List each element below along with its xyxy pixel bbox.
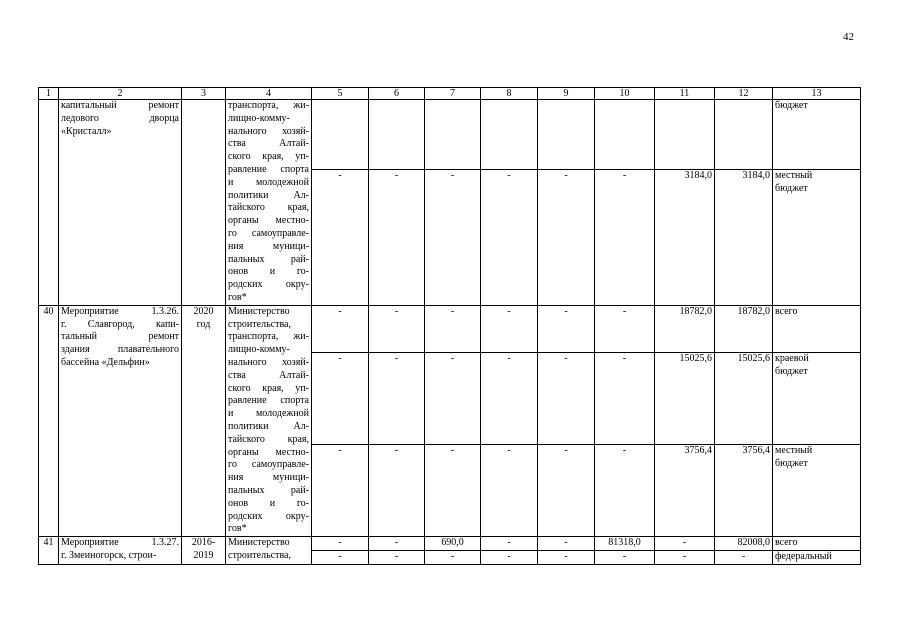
- value-cell: -: [312, 305, 369, 353]
- table-row: [39, 537, 861, 551]
- value-cell: -: [655, 550, 715, 564]
- value-cell: [595, 100, 655, 170]
- cell-line: онов и го-: [228, 497, 309, 509]
- value-cell: -: [481, 305, 538, 353]
- value-cell: -: [369, 353, 425, 445]
- value-cell: 3184,0: [655, 170, 715, 305]
- value-cell: -: [369, 537, 425, 551]
- value-cell: -: [312, 537, 369, 551]
- cell-line: местный: [775, 445, 813, 457]
- budget-table: [38, 87, 861, 565]
- cell-line: Мероприятие 1.3.27.: [61, 537, 179, 549]
- cell-line: «Кристалл»: [61, 125, 112, 137]
- cell-line: ского края, уп-: [228, 382, 309, 394]
- cell-line: родских окру-: [228, 510, 309, 522]
- activity-name-cell: [59, 305, 182, 536]
- header-row: [39, 88, 861, 100]
- value-cell: -: [312, 550, 369, 564]
- cell-line: нального хозяй-: [228, 125, 309, 137]
- value-cell: -: [595, 353, 655, 445]
- funding-source-cell: [773, 170, 861, 305]
- value-cell: 690,0: [425, 537, 481, 551]
- cell-line: тальный ремонт: [61, 331, 179, 343]
- value-cell: [481, 100, 538, 170]
- funding-source-cell: [773, 305, 861, 353]
- value-cell: -: [425, 353, 481, 445]
- cell-line: и молодежной: [228, 408, 309, 420]
- cell-line: краевой: [775, 353, 809, 365]
- cell-line: органы местно-: [228, 446, 309, 458]
- table-row: [39, 100, 861, 170]
- page-number: 42: [843, 31, 854, 43]
- period-cell: [182, 537, 226, 565]
- value-cell: -: [312, 170, 369, 305]
- table-body: [39, 88, 861, 565]
- value-cell: -: [538, 305, 595, 353]
- cell-line: родских окру-: [228, 279, 309, 291]
- cell-line: го самоуправле-: [228, 227, 309, 239]
- value-cell: -: [538, 353, 595, 445]
- cell-line: политики Ал-: [228, 420, 309, 432]
- value-cell: [715, 100, 773, 170]
- cell-line: бюджет: [775, 183, 808, 195]
- cell-line: политики Ал-: [228, 189, 309, 201]
- funding-source-cell: [773, 445, 861, 537]
- cell-line: пальных рай-: [228, 253, 309, 265]
- value-cell: [312, 100, 369, 170]
- value-cell: -: [538, 445, 595, 537]
- executor-cell: [226, 305, 312, 536]
- cell-line: онов и го-: [228, 266, 309, 278]
- cell-line: тайского края,: [228, 202, 309, 214]
- cell-line: гов*: [228, 291, 247, 303]
- cell-line: 2019: [193, 549, 214, 561]
- cell-line: местный: [775, 170, 813, 182]
- cell-line: год: [196, 318, 211, 330]
- cell-line: Министерство: [228, 305, 290, 317]
- value-cell: -: [538, 550, 595, 564]
- activity-name-cell: [59, 537, 182, 565]
- value-cell: -: [369, 550, 425, 564]
- header-cell: 10: [595, 88, 655, 100]
- cell-line: нального хозяй-: [228, 356, 309, 368]
- value-cell: -: [369, 170, 425, 305]
- cell-line: капитальный ремонт: [61, 100, 179, 111]
- activity-name-cell: [59, 100, 182, 306]
- header-cell: 6: [369, 88, 425, 100]
- cell-line: строительства,: [228, 318, 291, 330]
- cell-line: равление спорта: [228, 163, 309, 175]
- value-cell: [425, 100, 481, 170]
- value-cell: -: [595, 445, 655, 537]
- value-cell: -: [595, 550, 655, 564]
- cell-line: транспорта, жи-: [228, 331, 309, 343]
- value-cell: [369, 100, 425, 170]
- header-cell: 5: [312, 88, 369, 100]
- funding-source-cell: [773, 100, 861, 170]
- value-cell: 82008,0: [715, 537, 773, 551]
- row-number-cell: [39, 100, 59, 306]
- value-cell: 15025,6: [715, 353, 773, 445]
- value-cell: -: [312, 445, 369, 537]
- funding-source-cell: [773, 550, 861, 564]
- cell-line: г. Славгород, капи-: [61, 318, 179, 330]
- value-cell: 81318,0: [595, 537, 655, 551]
- value-cell: -: [425, 305, 481, 353]
- value-cell: 18782,0: [715, 305, 773, 353]
- cell-line: лищно-комму-: [228, 344, 290, 356]
- cell-line: тайского края,: [228, 433, 309, 445]
- value-cell: 3184,0: [715, 170, 773, 305]
- cell-line: ния муници-: [228, 240, 309, 252]
- header-cell: 4: [226, 88, 312, 100]
- executor-cell: [226, 537, 312, 565]
- funding-source-cell: [773, 537, 861, 551]
- cell-line: равление спорта: [228, 395, 309, 407]
- header-cell: 7: [425, 88, 481, 100]
- cell-line: федеральный: [775, 550, 832, 562]
- value-cell: 3756,4: [715, 445, 773, 537]
- cell-line: ского края, уп-: [228, 151, 309, 163]
- funding-source-cell: [773, 353, 861, 445]
- cell-line: ства Алтай-: [228, 369, 309, 381]
- value-cell: -: [595, 305, 655, 353]
- cell-line: транспорта, жи-: [228, 100, 309, 111]
- header-cell: 11: [655, 88, 715, 100]
- cell-line: бассейна «Дельфин»: [61, 356, 150, 368]
- cell-line: 2016-: [191, 537, 216, 549]
- cell-line: ния муници-: [228, 472, 309, 484]
- executor-cell: [226, 100, 312, 306]
- header-cell: 1: [39, 88, 59, 100]
- value-cell: -: [481, 170, 538, 305]
- value-cell: -: [655, 537, 715, 551]
- value-cell: -: [312, 353, 369, 445]
- value-cell: -: [715, 550, 773, 564]
- cell-line: ства Алтай-: [228, 138, 309, 150]
- header-cell: 8: [481, 88, 538, 100]
- cell-line: бюджет: [775, 366, 808, 378]
- cell-line: и молодежной: [228, 176, 309, 188]
- value-cell: [538, 100, 595, 170]
- cell-line: ледового дворца: [61, 112, 179, 124]
- cell-line: Мероприятие 1.3.26.: [61, 305, 179, 317]
- row-number-cell: 41: [39, 537, 59, 565]
- value-cell: -: [481, 537, 538, 551]
- header-cell: 12: [715, 88, 773, 100]
- cell-line: г. Змеиногорск, строи-: [61, 549, 157, 561]
- value-cell: -: [425, 445, 481, 537]
- header-cell: 9: [538, 88, 595, 100]
- cell-line: строительства,: [228, 549, 291, 561]
- row-number-cell: 40: [39, 305, 59, 536]
- cell-line: 2020: [193, 305, 214, 317]
- value-cell: -: [481, 445, 538, 537]
- cell-line: бюджет: [775, 100, 808, 111]
- cell-line: го самоуправле-: [228, 459, 309, 471]
- value-cell: -: [425, 550, 481, 564]
- period-cell: [182, 305, 226, 536]
- value-cell: 3756,4: [655, 445, 715, 537]
- value-cell: -: [538, 170, 595, 305]
- value-cell: -: [425, 170, 481, 305]
- value-cell: [655, 100, 715, 170]
- value-cell: -: [595, 170, 655, 305]
- value-cell: -: [369, 305, 425, 353]
- period-cell: [182, 100, 226, 306]
- cell-line: всего: [775, 537, 798, 549]
- cell-line: всего: [775, 305, 798, 317]
- header-cell: 13: [773, 88, 861, 100]
- cell-line: здания плавательного: [61, 344, 179, 356]
- cell-line: лищно-комму-: [228, 112, 290, 124]
- cell-line: гов*: [228, 523, 247, 535]
- value-cell: -: [538, 537, 595, 551]
- cell-line: органы местно-: [228, 215, 309, 227]
- cell-line: бюджет: [775, 458, 808, 470]
- cell-line: пальных рай-: [228, 484, 309, 496]
- value-cell: -: [481, 550, 538, 564]
- header-cell: 2: [59, 88, 182, 100]
- cell-line: Министерство: [228, 537, 290, 549]
- value-cell: -: [481, 353, 538, 445]
- value-cell: -: [369, 445, 425, 537]
- value-cell: 15025,6: [655, 353, 715, 445]
- header-cell: 3: [182, 88, 226, 100]
- value-cell: 18782,0: [655, 305, 715, 353]
- table-row: [39, 305, 861, 353]
